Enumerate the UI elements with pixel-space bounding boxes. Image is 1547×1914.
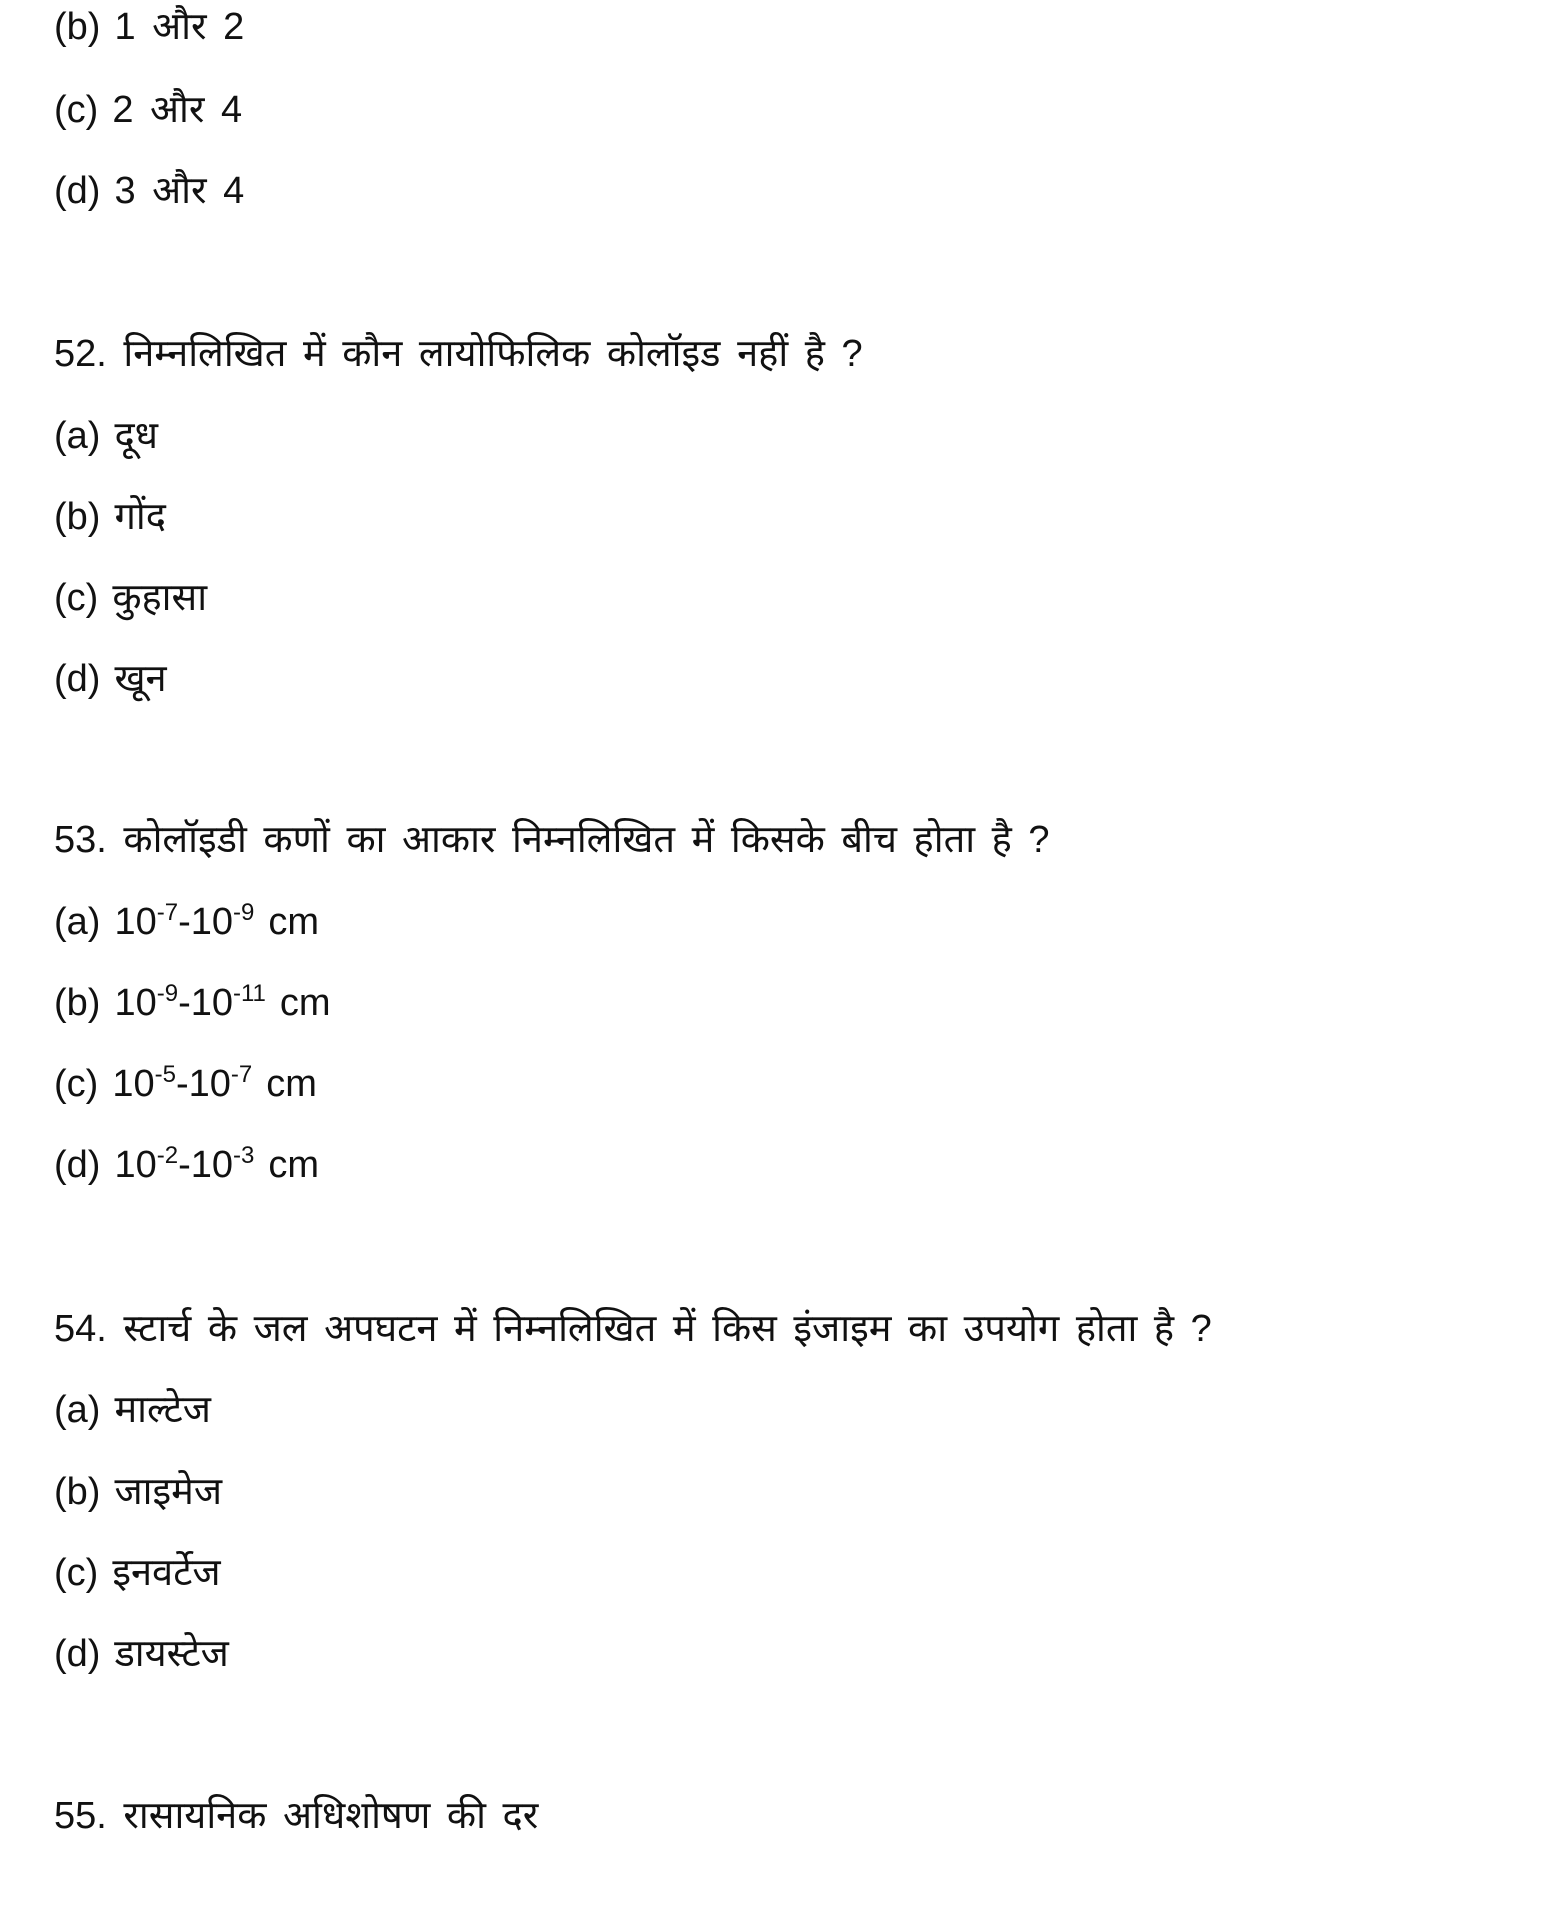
exponent: -5: [154, 1061, 176, 1088]
option-text: खून: [114, 658, 167, 700]
option-label: (d): [54, 170, 101, 212]
option-text: इनवर्टेज: [112, 1552, 221, 1594]
option-text: 1 और 2: [114, 6, 245, 48]
option-label: (c): [54, 577, 99, 619]
q53-option-c: [54, 1059, 317, 1109]
option-label: (b): [54, 982, 101, 1024]
option-label: (d): [54, 1633, 101, 1675]
q53-option-b: [54, 978, 331, 1028]
option-label: (b): [54, 496, 101, 538]
q54-option-c: [54, 1548, 221, 1598]
base: 10: [114, 1144, 157, 1186]
base: -10: [178, 1144, 233, 1186]
option-label: (c): [54, 89, 99, 131]
option-label: (b): [54, 6, 101, 48]
base: -10: [178, 982, 233, 1024]
q52-question: 52. निम्नलिखित में कौन लायोफिलिक कोलॉइड नहीं है ?: [54, 333, 863, 375]
option-text: कुहासा: [112, 577, 208, 619]
base: -10: [178, 901, 233, 943]
exponent: -9: [156, 980, 179, 1007]
option-label: (a): [54, 901, 101, 943]
unit: cm: [268, 901, 319, 943]
q53-question: 53. कोलॉइडी कणों का आकार निम्नलिखित में किसके बीच होता है ?: [54, 819, 1050, 861]
q53-option-a: [54, 897, 319, 947]
unit: cm: [266, 1063, 317, 1105]
option-label: (c): [54, 1552, 99, 1594]
q51-option-d: [54, 166, 244, 216]
q52-option-c: [54, 573, 207, 623]
option-text: माल्टेज: [114, 1389, 211, 1431]
base: 10: [112, 1063, 155, 1105]
option-label: (b): [54, 1471, 101, 1513]
q55-question: 55. रासायनिक अधिशोषण की दर: [54, 1795, 539, 1837]
option-label: (a): [54, 415, 101, 457]
option-text: जाइमेज: [114, 1471, 223, 1513]
base: 10: [114, 982, 157, 1024]
exponent: -7: [230, 1061, 253, 1088]
q54-option-a: [54, 1385, 211, 1435]
q52-option-a: [54, 411, 158, 461]
option-text: डायस्टेज: [114, 1633, 229, 1675]
exponent: -11: [233, 980, 266, 1007]
exponent: -9: [233, 899, 255, 926]
option-text: गोंद: [114, 496, 166, 538]
option-text: 3 और 4: [114, 170, 245, 212]
unit: cm: [279, 982, 331, 1024]
option-label: (d): [54, 1144, 101, 1186]
q52-option-d: [54, 654, 167, 704]
option-text: 2 और 4: [112, 89, 243, 131]
q54-question: 54. स्टार्च के जल अपघटन में निम्नलिखित में किस इंजाइम का उपयोग होता है ?: [54, 1308, 1212, 1350]
base: 10: [114, 901, 157, 943]
exponent: -7: [156, 899, 179, 926]
q54-option-d: [54, 1629, 229, 1679]
base: -10: [175, 1063, 231, 1105]
option-label: (a): [54, 1389, 101, 1431]
option-text: दूध: [114, 415, 159, 457]
unit: cm: [268, 1144, 319, 1186]
option-label: (d): [54, 658, 101, 700]
q51-option-c: [54, 85, 242, 135]
q53-option-d: [54, 1140, 319, 1190]
q51-option-b: [54, 2, 244, 52]
exponent: -2: [156, 1142, 179, 1169]
q54-option-b: [54, 1467, 222, 1517]
option-label: (c): [54, 1063, 99, 1105]
q52-option-b: [54, 492, 166, 542]
exponent: -3: [233, 1142, 255, 1169]
